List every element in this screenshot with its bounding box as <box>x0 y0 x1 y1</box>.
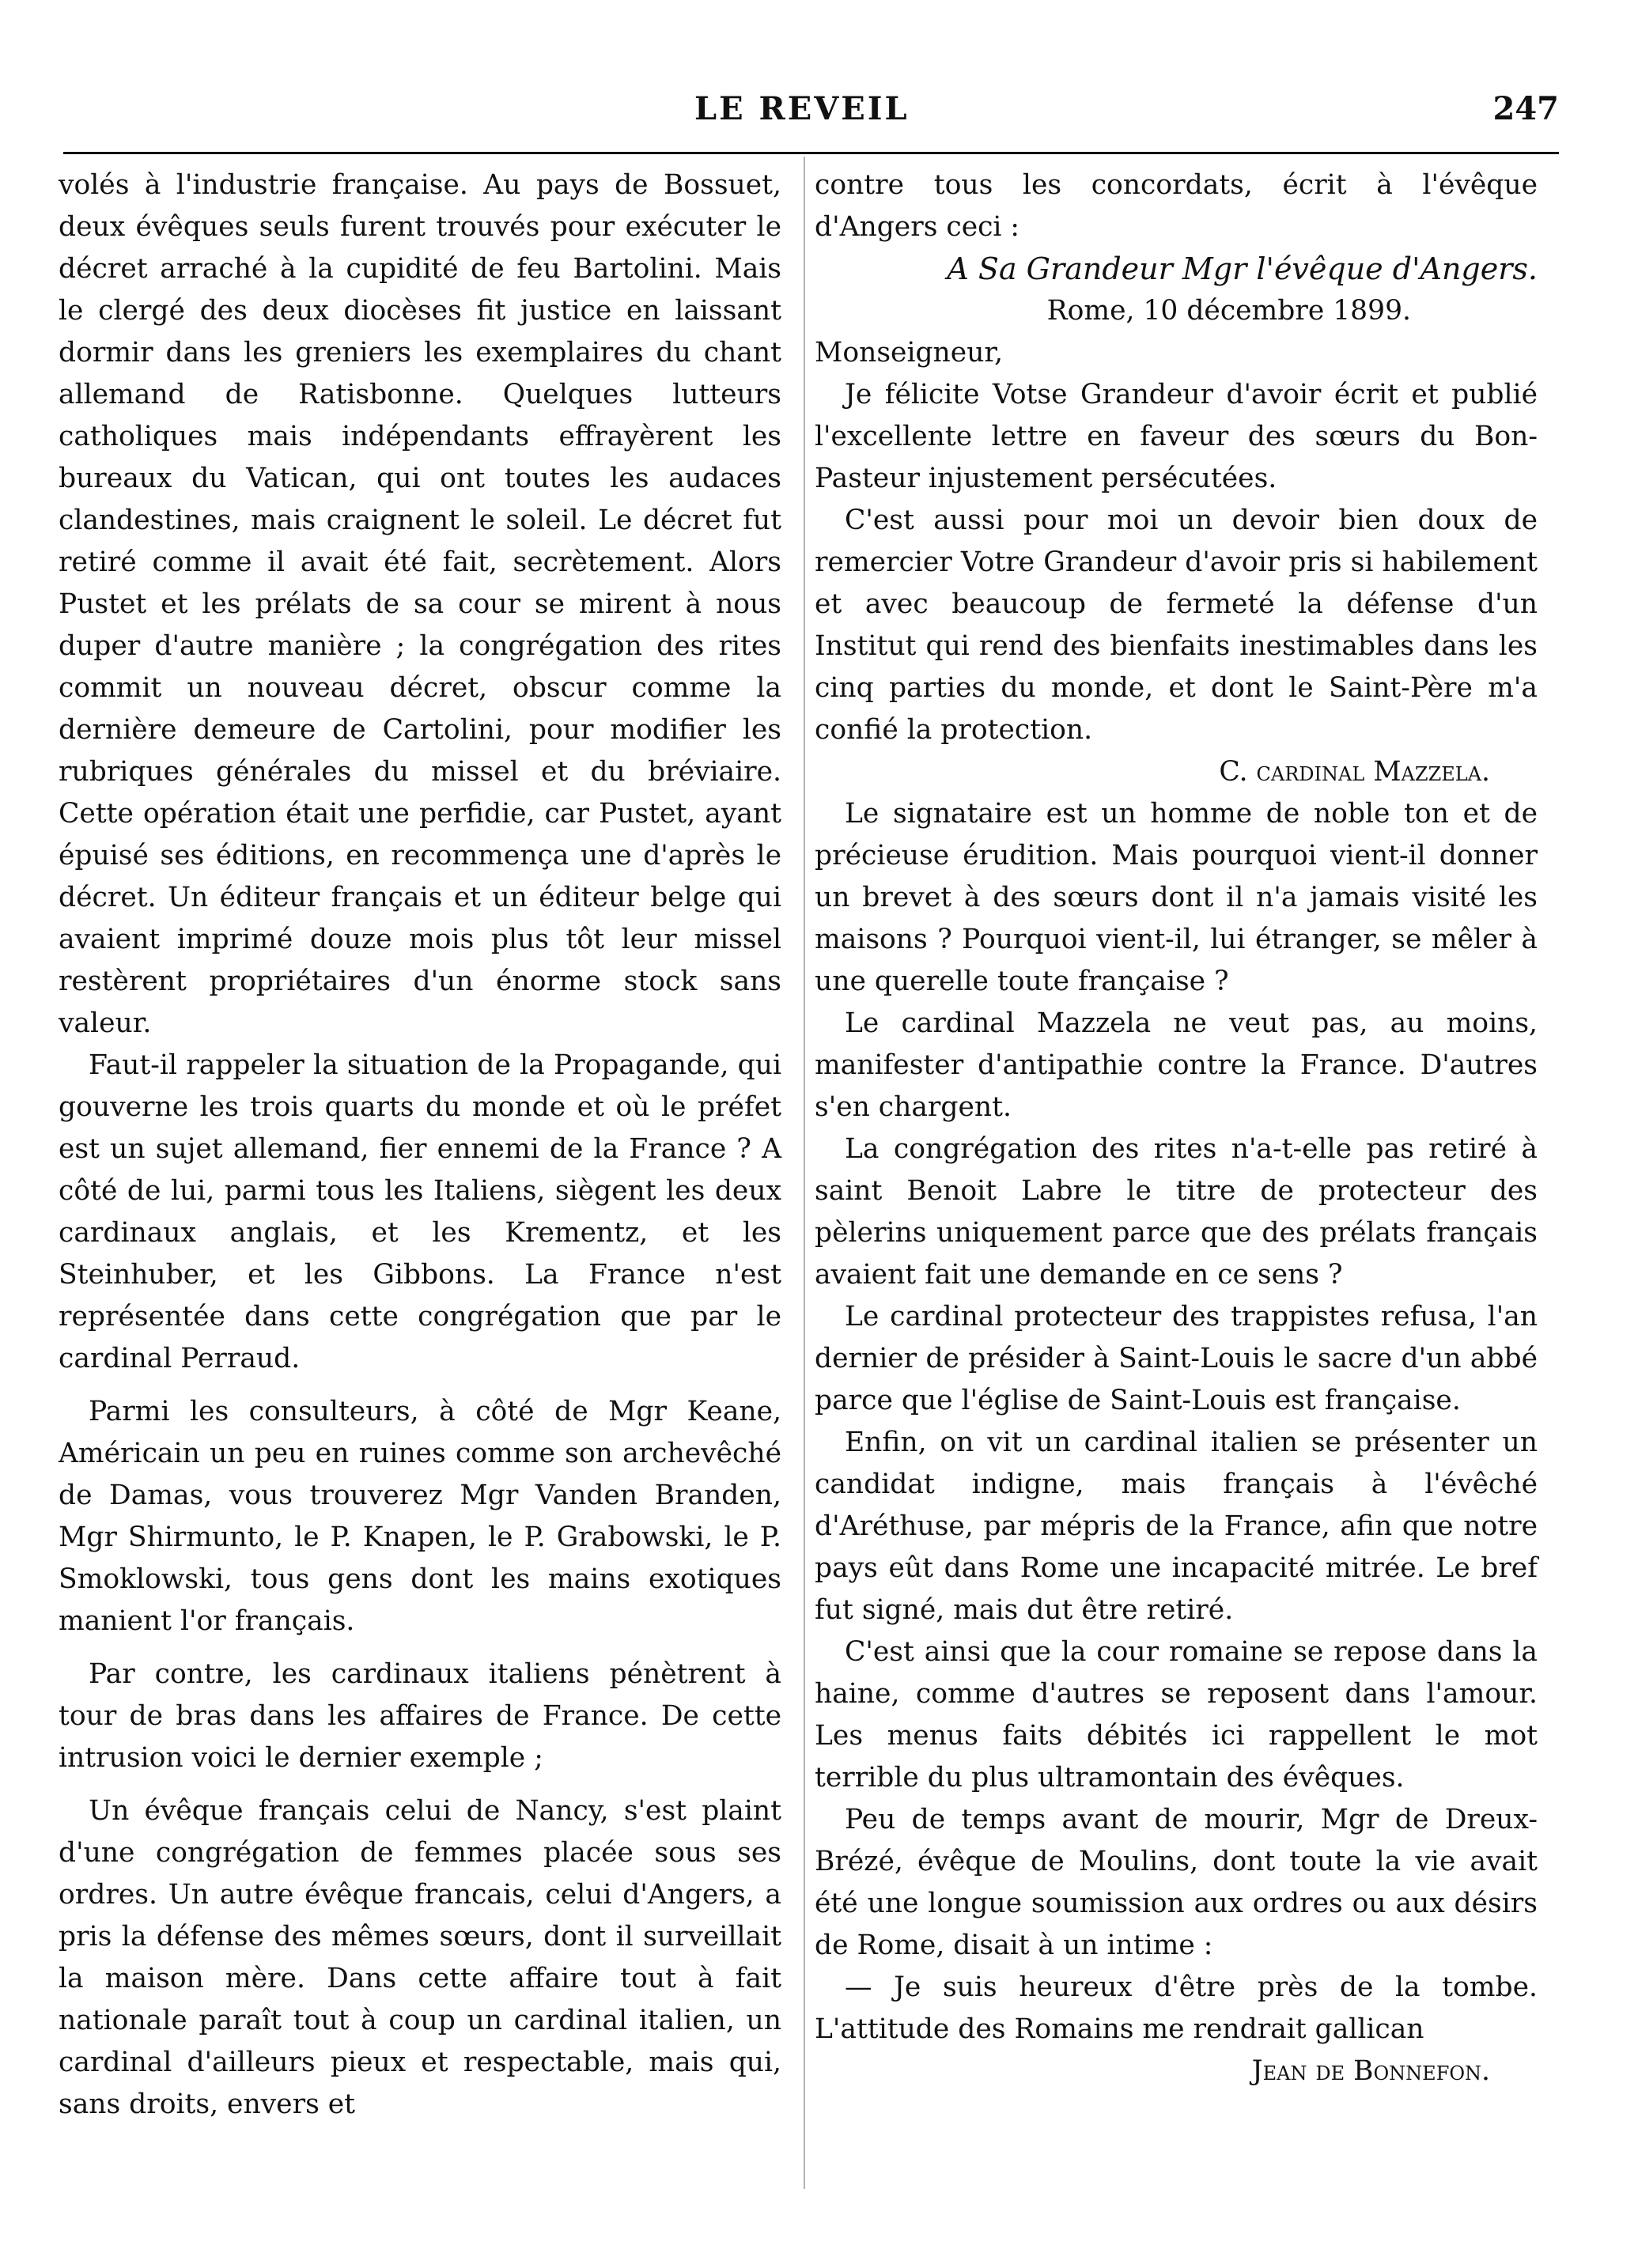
paragraph: Par contre, les cardinaux italiens pénètrent à tour de bras dans les affaires de France. De cette intrusion voici le dernier exemple ; <box>59 1658 781 1774</box>
letter-paragraph: Je félicite Votse Grandeur d'avoir écrit et publié l'excellente lettre en faveur des sœurs du Bon-Pasteur injustement persécutées. <box>815 379 1538 494</box>
paragraph: Le cardinal Mazzela ne veut pas, au moins, manifester d'antipathie contre la France. D'autres s'en chargent. <box>815 1007 1538 1123</box>
letter-date: Rome, 10 décembre 1899. <box>1046 295 1411 327</box>
paragraph: Le signataire est un homme de noble ton et de précieuse érudition. Mais pourquoi vient-il donner un brevet à des sœurs dont il n'a jamais visité les maisons ? Pourquoi vient-il, lui étranger, se mêler à une querelle toute française ? <box>815 798 1538 997</box>
author-signature: Jean de Bonnefon. <box>1251 2055 1490 2087</box>
paragraph: Faut-il rappeler la situation de la Propagande, qui gouverne les trois quarts du monde et où le préfet est un sujet allemand, fier ennemi de la France ? A côté de lui, parmi tous les Italiens, siègent les deux cardinaux anglais, et les Krementz, et les Steinhuber, et les Gibbons. La France n'est représentée dans cette congrégation que par le cardinal Perraud. <box>59 1049 781 1374</box>
paragraph: Parmi les consulteurs, à côté de Mgr Keane, Américain un peu en ruines comme son archevêché de Damas, vous trouverez Mgr Vanden Branden, Mgr Shirmunto, le P. Knapen, le P. Grabowski, le P. Smoklowski, tous gens dont les mains exotiques manient l'or français. <box>59 1396 781 1637</box>
header-rule <box>63 152 1559 154</box>
column-divider <box>804 157 805 2189</box>
paragraph: La congrégation des rites n'a-t-elle pas retiré à saint Benoit Labre le titre de protecteur des pèlerins uniquement parce que des prélats français avaient fait une demande en ce sens ? <box>815 1133 1538 1291</box>
page-number: 247 <box>1492 90 1559 127</box>
paragraph: — Je suis heureux d'être près de la tombe. L'attitude des Romains me rendrait gallican <box>815 1971 1538 2045</box>
letter-address: A Sa Grandeur Mgr l'évêque d'Angers. <box>947 251 1538 286</box>
paragraph: Enfin, on vit un cardinal italien se présenter un candidat indigne, mais français à l'évêché d'Aréthuse, par mépris de la France, afin que notre pays eût dans Rome une incapacité mitrée. Le bref fut signé, mais dut être retiré. <box>815 1427 1538 1626</box>
paragraph: Le cardinal protecteur des trappistes refusa, l'an dernier de présider à Saint-Louis le sacre d'un abbé parce que l'église de Saint-Louis est française. <box>815 1301 1538 1416</box>
paragraph: C'est ainsi que la cour romaine se repose dans la haine, comme d'autres se reposent dans l'amour. Les menus faits débités ici rappellent le mot terrible du plus ultramontain des évêques. <box>815 1636 1538 1794</box>
left-column <box>59 164 781 2126</box>
letter-salutation: Monseigneur, <box>815 337 1004 369</box>
letter-paragraph: C'est aussi pour moi un devoir bien doux de remercier Votre Grandeur d'avoir pris si habilement et avec beaucoup de fermeté la défense d'un Institut qui rend des bienfaits inestimables dans les cinq parties du monde, et dont le Saint-Père m'a confié la protection. <box>815 505 1538 746</box>
letter-signature: C. cardinal Mazzela. <box>1219 756 1490 788</box>
paragraph: volés à l'industrie française. Au pays de Bossuet, deux évêques seuls furent trouvés pour exécuter le décret arraché à la cupidité de feu Bartolini. Mais le clergé des deux diocèses fit justice en laissant dormir dans les greniers les exemplaires du chant allemand de Ratisbonne. Quelques lutteurs catholiques mais indépendants effrayèrent les bureaux du Vatican, qui ont toutes les audaces clandestines, mais craignent le soleil. Le décret fut retiré comme il avait été fait, secrètement. Alors Pustet et les prélats de sa cour se mirent à nous duper d'autre manière ; la congrégation des rites commit un nouveau décret, obscur comme la dernière demeure de Cartolini, pour modifier les rubriques générales du missel et du bréviaire. Cette opération était une perfidie, car Pustet, ayant épuisé ses éditions, en recommença une d'après le décret. Un éditeur français et un éditeur belge qui avaient imprimé douze mois plus tôt leur missel restèrent propriétaires d'un énorme stock sans valeur. <box>59 169 781 1039</box>
running-title: LE REVEIL <box>694 90 910 127</box>
right-column <box>815 164 1538 2092</box>
paragraph: Peu de temps avant de mourir, Mgr de Dreux-Brézé, évêque de Moulins, dont toute la vie avait été une longue soumission aux ordres ou aux désirs de Rome, disait à un intime : <box>815 1804 1538 1961</box>
paragraph: contre tous les concordats, écrit à l'évêque d'Angers ceci : <box>815 169 1538 243</box>
page-header <box>63 85 1559 133</box>
paragraph: Un évêque français celui de Nancy, s'est plaint d'une congrégation de femmes placée sous ses ordres. Un autre évêque francais, celui d'Angers, a pris la défense des mêmes sœurs, dont il surveillait la maison mère. Dans cette affaire tout à fait nationale paraît tout à coup un cardinal italien, un cardinal d'ailleurs pieux et respectable, mais qui, sans droits, envers et <box>59 1795 781 2120</box>
